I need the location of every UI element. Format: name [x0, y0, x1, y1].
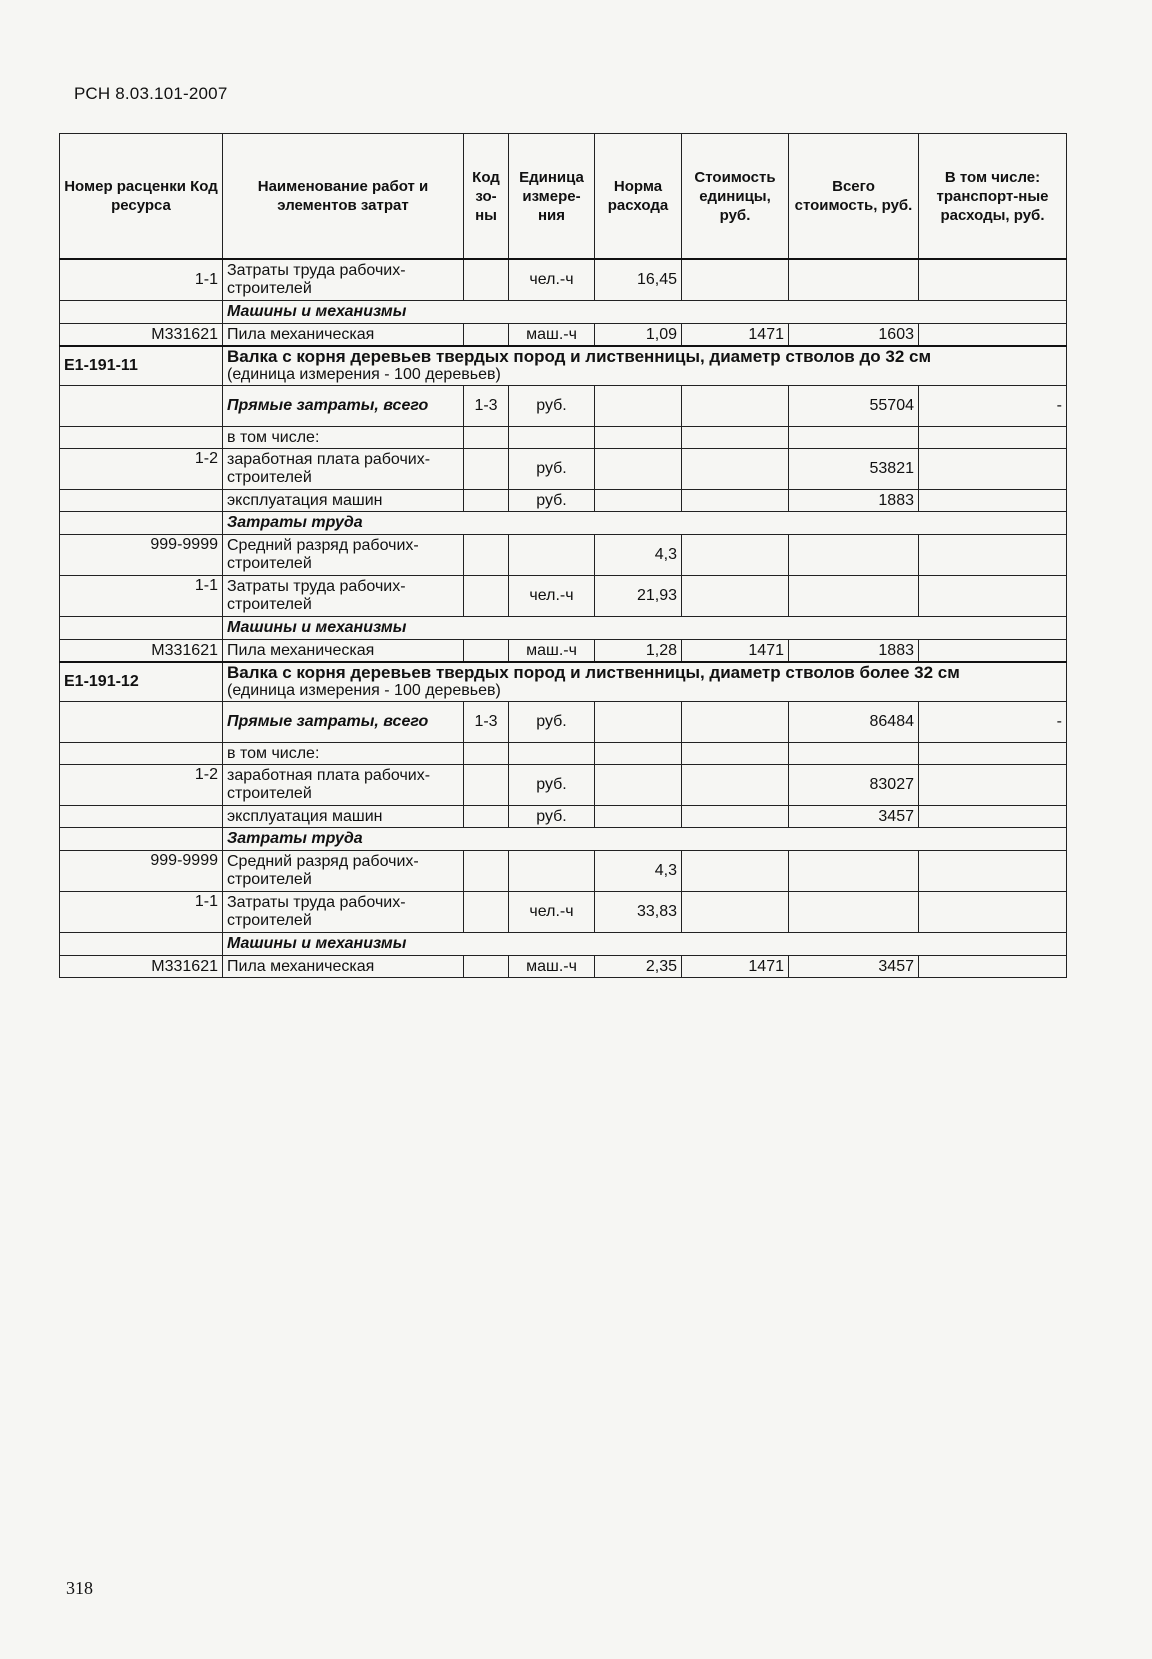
row-unit: маш.-ч: [509, 640, 595, 663]
table-row: [60, 324, 1067, 347]
section-label-row: [60, 617, 1067, 640]
section-label: Машины и механизмы: [223, 617, 1067, 640]
row-name: Пила механическая: [223, 956, 464, 978]
col-header-zone: Код зо-ны: [464, 134, 509, 260]
row-unit: маш.-ч: [509, 956, 595, 978]
row-name: эксплуатация машин: [223, 806, 464, 828]
table-row: [60, 535, 1067, 576]
row-code: 1-2: [60, 765, 223, 806]
row-unit: чел.-ч: [509, 892, 595, 933]
col-header-name: Наименование работ и элементов затрат: [223, 134, 464, 260]
row-name: Затраты труда рабочих-строителей: [223, 576, 464, 617]
table-row: [60, 702, 1067, 743]
row-name: Прямые затраты, всего: [223, 702, 464, 743]
row-name: Пила механическая: [223, 640, 464, 663]
rate-title: [223, 346, 1067, 386]
row-total: 86484: [789, 702, 919, 743]
row-total: 1603: [789, 324, 919, 347]
rate-unit-note: (единица измерения - 100 деревьев): [227, 682, 501, 699]
col-header-unit-cost: Стоимость единицы, руб.: [682, 134, 789, 260]
row-norm: 2,35: [595, 956, 682, 978]
section-label: Затраты труда: [223, 512, 1067, 535]
table-row: [60, 806, 1067, 828]
row-name: Средний разряд рабочих-строителей: [223, 851, 464, 892]
row-code: М331621: [60, 956, 223, 978]
section-label-row: [60, 512, 1067, 535]
row-name: в том числе:: [223, 427, 464, 449]
row-name: заработная плата рабочих-строителей: [223, 449, 464, 490]
document-code: РСН 8.03.101-2007: [74, 84, 228, 103]
rate-unit-note: (единица измерения - 100 деревьев): [227, 366, 501, 383]
row-norm: 21,93: [595, 576, 682, 617]
col-header-code: Номер расценки Код ресурса: [60, 134, 223, 260]
row-unit: руб.: [509, 449, 595, 490]
row-unit: руб.: [509, 806, 595, 828]
table-row: [60, 765, 1067, 806]
col-header-total: Всего стоимость, руб.: [789, 134, 919, 260]
row-total: 1883: [789, 640, 919, 663]
col-header-transport: В том числе: транспорт-ные расходы, руб.: [919, 134, 1067, 260]
rate-header-row: [60, 346, 1067, 386]
row-total: 3457: [789, 806, 919, 828]
row-norm: 33,83: [595, 892, 682, 933]
rate-code: Е1-191-11: [60, 346, 223, 386]
row-code: 999-9999: [60, 535, 223, 576]
page-number: 318: [66, 1578, 93, 1598]
row-total: 1883: [789, 490, 919, 512]
row-unit: маш.-ч: [509, 324, 595, 347]
row-name: Затраты труда рабочих-строителей: [223, 892, 464, 933]
row-total: 55704: [789, 386, 919, 427]
row-code: 1-1: [60, 892, 223, 933]
table-row: [60, 259, 1067, 301]
table-row: [60, 490, 1067, 512]
table-row: [60, 892, 1067, 933]
row-code: 1-1: [60, 259, 223, 301]
table-row: [60, 427, 1067, 449]
row-code: 1-2: [60, 449, 223, 490]
row-unit-cost: 1471: [682, 324, 789, 347]
row-total: 3457: [789, 956, 919, 978]
section-label-row: [60, 301, 1067, 324]
table-row: [60, 956, 1067, 978]
row-transport: -: [919, 702, 1067, 743]
row-zone: 1-3: [464, 386, 509, 427]
table-row: [60, 449, 1067, 490]
row-total: 53821: [789, 449, 919, 490]
row-norm: 4,3: [595, 851, 682, 892]
row-unit: руб.: [509, 386, 595, 427]
row-name: эксплуатация машин: [223, 490, 464, 512]
row-name: в том числе:: [223, 743, 464, 765]
row-unit-cost: 1471: [682, 640, 789, 663]
row-name: Прямые затраты, всего: [223, 386, 464, 427]
row-unit: руб.: [509, 702, 595, 743]
section-label: Машины и механизмы: [223, 933, 1067, 956]
section-label-row: [60, 933, 1067, 956]
table-row: [60, 386, 1067, 427]
row-norm: 1,28: [595, 640, 682, 663]
row-unit: руб.: [509, 490, 595, 512]
section-label: Машины и механизмы: [223, 301, 1067, 324]
row-transport: -: [919, 386, 1067, 427]
row-code: М331621: [60, 324, 223, 347]
row-norm: 1,09: [595, 324, 682, 347]
rate-header-row: [60, 662, 1067, 702]
rate-title-text: Валка с корня деревьев твердых пород и лиственницы, диаметр стволов более 32 см: [227, 663, 960, 682]
row-zone: 1-3: [464, 702, 509, 743]
table-row: [60, 576, 1067, 617]
row-norm: 16,45: [595, 259, 682, 301]
row-code: 1-1: [60, 576, 223, 617]
col-header-norm: Норма расхода: [595, 134, 682, 260]
row-norm: 4,3: [595, 535, 682, 576]
row-name: заработная плата рабочих-строителей: [223, 765, 464, 806]
row-total: 83027: [789, 765, 919, 806]
table-header-row: [60, 134, 1067, 260]
table-row: [60, 743, 1067, 765]
row-name: Средний разряд рабочих-строителей: [223, 535, 464, 576]
section-label: Затраты труда: [223, 828, 1067, 851]
row-name: Пила механическая: [223, 324, 464, 347]
row-unit: чел.-ч: [509, 576, 595, 617]
row-unit-cost: 1471: [682, 956, 789, 978]
rate-title: [223, 662, 1067, 702]
col-header-unit: Единица измере-ния: [509, 134, 595, 260]
row-unit: руб.: [509, 765, 595, 806]
row-code: М331621: [60, 640, 223, 663]
table-row: [60, 640, 1067, 663]
table-row: [60, 851, 1067, 892]
rate-code: Е1-191-12: [60, 662, 223, 702]
rate-title-text: Валка с корня деревьев твердых пород и лиственницы, диаметр стволов до 32 см: [227, 347, 932, 366]
section-label-row: [60, 828, 1067, 851]
row-code: 999-9999: [60, 851, 223, 892]
price-table: [59, 133, 1067, 978]
row-name: Затраты труда рабочих-строителей: [223, 259, 464, 301]
row-unit: чел.-ч: [509, 259, 595, 301]
